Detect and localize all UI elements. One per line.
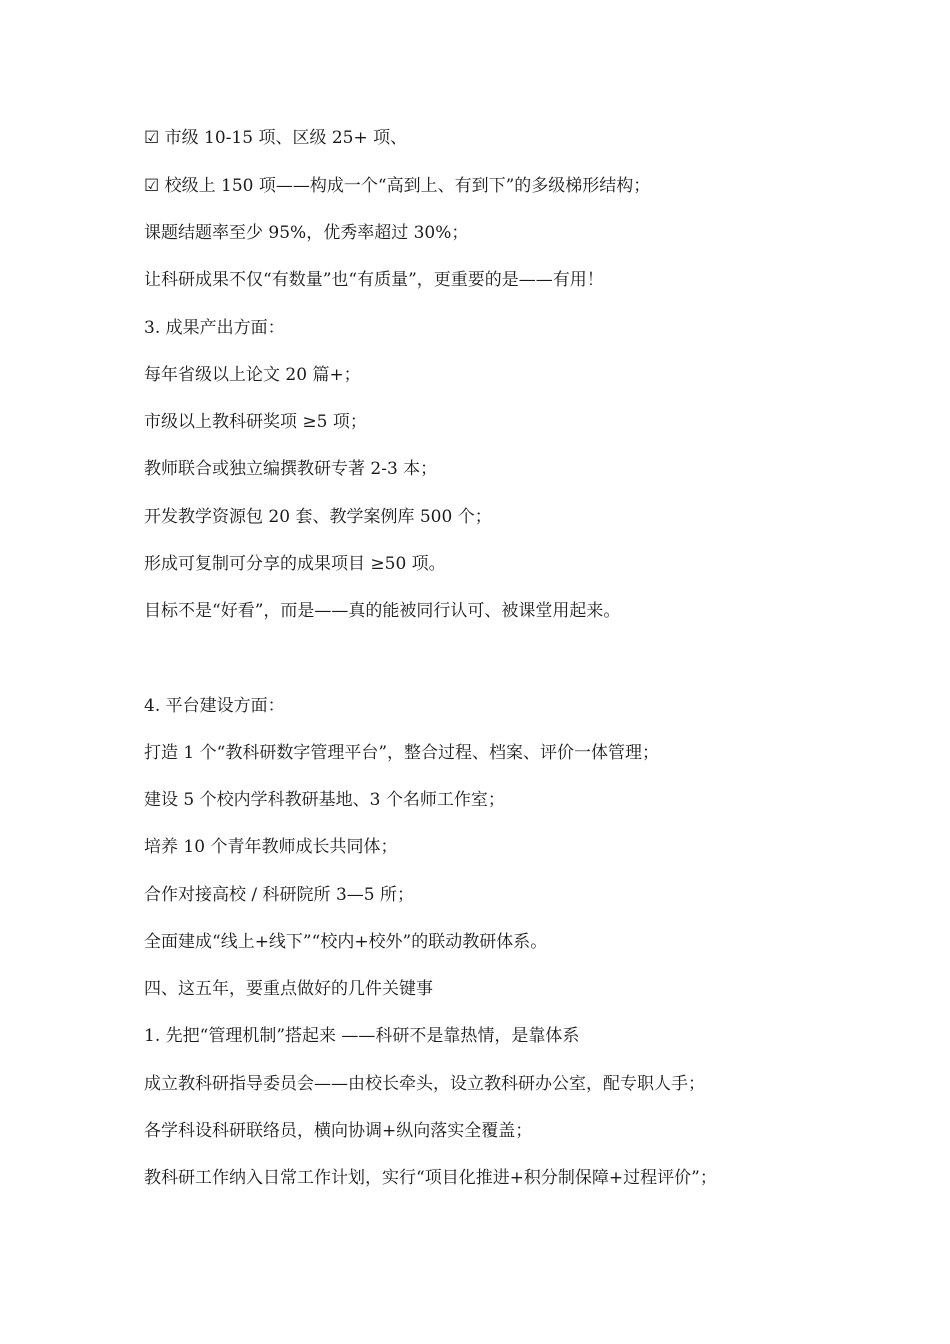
platform-item-universities: 合作对接高校 / 科研院所 3—5 所； xyxy=(144,885,414,905)
output-item-projects: 形成可复制可分享的成果项目 ≥50 项。 xyxy=(144,554,446,574)
output-item-resources: 开发教学资源包 20 套、教学案例库 500 个； xyxy=(144,507,492,527)
completion-rate-line: 课题结题率至少 95%，优秀率超过 30%； xyxy=(144,223,469,243)
platform-item-communities: 培养 10 个青年教师成长共同体； xyxy=(144,837,398,857)
outputs-goal-statement: 目标不是“好看”，而是——真的能被同行认可、被课堂用起来。 xyxy=(144,601,621,621)
section-heading-key-tasks: 四、这五年，要重点做好的几件关键事 xyxy=(144,979,433,999)
platform-item-bases: 建设 5 个校内学科教研基地、3 个名师工作室； xyxy=(144,790,505,810)
checkbox-item-school: ☑ 校级上 150 项——构成一个“高到上、有到下”的多级梯形结构； xyxy=(144,176,651,196)
platform-item-system: 全面建成“线上+线下”“校内+校外”的联动教研体系。 xyxy=(144,932,548,952)
output-item-awards: 市级以上教科研奖项 ≥5 项； xyxy=(144,412,367,432)
subheading-management: 1. 先把“管理机制”搭起来 ——科研不是靠热情，是靠体系 xyxy=(144,1026,580,1046)
quality-statement: 让科研成果不仅“有数量”也“有质量”，更重要的是——有用！ xyxy=(144,270,604,290)
section-heading-outputs: 3. 成果产出方面： xyxy=(144,318,285,338)
output-item-papers: 每年省级以上论文 20 篇+； xyxy=(144,365,361,385)
management-item-plan: 教科研工作纳入日常工作计划，实行“项目化推进+积分制保障+过程评价”； xyxy=(144,1168,717,1188)
section-heading-platform: 4. 平台建设方面： xyxy=(144,696,285,716)
output-item-monographs: 教师联合或独立编撰教研专著 2-3 本； xyxy=(144,459,438,479)
management-item-committee: 成立教科研指导委员会——由校长牵头，设立教科研办公室，配专职人手； xyxy=(144,1074,705,1094)
platform-item-digital: 打造 1 个“教科研数字管理平台”，整合过程、档案、评价一体管理； xyxy=(144,743,660,763)
checkbox-item-city-district: ☑ 市级 10-15 项、区级 25+ 项、 xyxy=(144,128,408,148)
management-item-liaison: 各学科设科研联络员，横向协调+纵向落实全覆盖； xyxy=(144,1121,533,1141)
